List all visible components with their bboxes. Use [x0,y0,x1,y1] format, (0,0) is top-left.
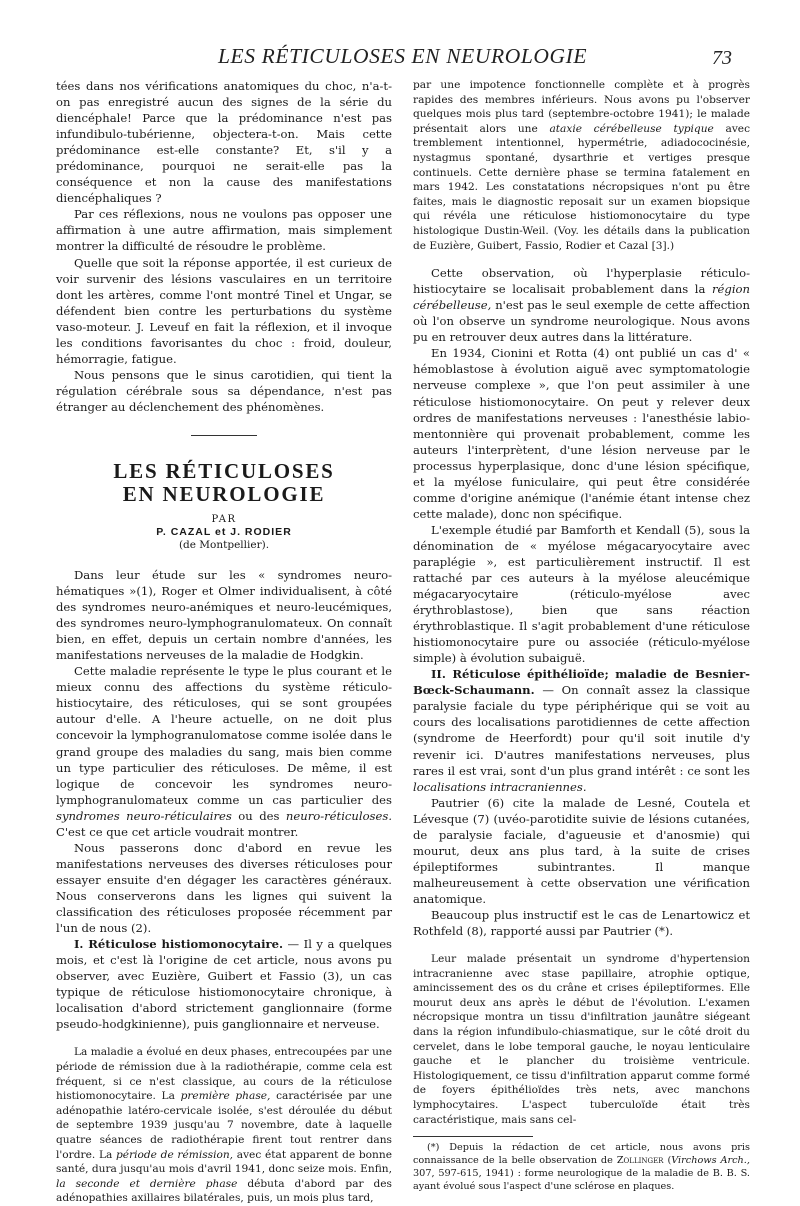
byline-par: PAR [211,513,237,525]
paragraph: Cette observation, où l'hyperplasie réticulo-histiocytaire se localisait probablement dans la région cérébelleuse, n'est pas le seul exemple de cette affection où l'on observe un syndrome neurologique. Nous avons pu en retrouver deux autres dans la littérature. [413,266,750,345]
article-title-line-2: EN NEUROLOGIE [122,481,326,506]
paragraph: Dans leur étude sur les « syndromes neuro-hématiques »(1), Roger et Olmer individualisent, à côté des syndromes neuro-anémiques et neuro-leucémiques, des syndromes neuro-lymphogranulomateux. On connaît bien, en effet, depuis un certain nombre d'années, les manifestations nerveuses de la maladie de Hodgkin. [56,567,392,663]
section-divider [191,435,257,436]
paragraph: Par ces réflexions, nous ne voulons pas opposer une affirmation à une autre affirmation, mais simplement montrer la difficulté de résoudre le problème. [56,207,392,254]
paragraph: Nous pensons que le sinus carotidien, qui tient la régulation cérébrale sous sa dépendance, n'est pas étranger au déclenchement des phénomènes. [56,367,392,414]
section-1-paragraph: I. Réticulose histiomonocytaire. — Il y a quelques mois, et c'est là l'origine de cet article, nous avons pu observer, avec Euzière, Guibert et Fassio (3), un cas typique de réticulose histiomonocytaire chronique, à localisation d'abord strictement ganglionnaire (forme pseudo-hodgkinienne), puis ganglionnaire et nerveuse. [56,937,393,1032]
section-heading: I. Réticulose histiomonocytaire. [74,937,284,952]
article-title-line-1: LES RÉTICULOSES [113,458,335,483]
paragraph: Cette maladie représente le type le plus courant et le mieux connu des affections du système réticulo-histiocytaire, des réticuloses, qui se sont groupées autour d'elle. A l'heure actuelle, on ne doit plus concevoir la lymphogranulomatose comme isolée dans le grand groupe des maladies du sang, mais bien comme un type particulier des réticuloses. De même, il est logique de concevoir les syndromes neuro-lymphogranulomateux comme un cas particulier des syndromes neuro-réticulaires ou des neuro-réticuloses. C'est ce que cet article voudrait montrer. [56,664,393,839]
paragraph: tées dans nos vérifications anatomiques du choc, n'a-t-on pas enregistré aucun des signes de la série du diencéphale! Parce que la prédominance n'est pas infundibulo-tubérienne, objectera-t-on. Mais cette prédominance est-elle constante? Et, s'il y a prédominance, pourquoi ne serait-elle pas la conséquence et non la cause des manifestations diencéphaliques ? [56,79,392,206]
affiliation: (de Montpellier). [178,538,270,551]
authors: P. CAZAL et J. RODIER [156,525,292,538]
section-2-paragraph: II. Réticulose épithélioïde; maladie de Besnier-Bœck-Schaumann. — On connaît assez la classique paralysie faciale du type périphérique qui se voit au cours des localisations parotidiennes de cette affection (syndrome de Heerfordt) pour qu'il soit inutile d'y revenir ici. D'autres manifestations nerveuses, plus rares il est vrai, sont d'un plus grand intérêt : ce sont les localisations intracraniennes. [413,667,750,794]
left-column [56,78,392,1206]
footnote-rule [413,1136,533,1137]
section-heading: II. Réticulose épithélioïde; maladie de Besnier-Bœck-Schaumann. [413,667,750,698]
right-column [413,78,750,1193]
paragraph: Pautrier (6) cite la malade de Lesné, Coutela et Lévesque (7) (uvéo-parotidite suivie de lésions cutanées, de paralysie faciale, d'agueusie et d'anosmie) qui mourut, deux ans plus tard, à la suite de crises épileptiformes subintrantes. Il manque malheureusement à cette observation une vérification anatomique. [413,795,750,906]
paragraph: Beaucoup plus instructif est le cas de Lenartowicz et Rothfeld (8), rapporté aussi par Pautrier (*). [413,908,750,939]
case-report-paragraph: Leur malade présentait un syndrome d'hypertension intracranienne avec stase papillaire, atrophie optique, amincissement des os du crâne et crises épileptiformes. Elle mourut deux ans après le début de l'évolution. L'examen nécropsique montra un tissu d'infiltration jaunâtre siégeant dans la région infundibulo-chiasmatique, sur le côté droit du cervelet, dans le lobe temporal gauche, le noyau lenticulaire gauche et le plancher du troisième ventricule. Histologiquement, ce tissu d'infiltration apparut comme formé de foyers épithélioïdes très nets, avec manchons lymphocytaires. L'aspect tuberculoïde était très caractéristique, mais sans cel- [413,953,750,1126]
case-report-paragraph: La maladie a évolué en deux phases, entrecoupées par une période de rémission due à la radiothérapie, comme cela est fréquent, si ce n'est classique, au cours de la réticulose histiomonocytaire. La première phase, caractérisée par une adénopathie latéro-cervicale isolée, s'est déroulée du début de septembre 1939 jusqu'au 7 novembre, date à laquelle quatre séances de radiothérapie firent tout rentrer dans l'ordre. La période de rémission, avec état apparent de bonne santé, dura jusqu'au mois d'avril 1941, donc seize mois. Enfin, la seconde et dernière phase débuta d'abord par des adénopathies axillaires bilatérales, puis, un mois plus tard, [56,1046,393,1205]
footnote: (*) Depuis la rédaction de cet article, nous avons pris connaissance de la belle observation de Zollinger (Virchows Arch., 307, 597-615, 1941) : forme neurologique de la maladie de B. B. S. ayant évolué sous l'aspect d'une sclérose en plaques. [413,1142,750,1193]
page-number: 73 [712,47,732,69]
case-report-continued: par une impotence fonctionnelle complète et à progrès rapides des membres inférieurs. Nous avons pu l'observer quelques mois plus tard (septembre-octobre 1941); le malade présentait alors une ataxie cérébelleuse typique avec tremblement intentionnel, hypermétrie, adiadococinésie, nystagmus spontané, dysarthrie et vertiges presque continuels. Cette dernière phase se termina fatalement en mars 1942. Les constatations nécropsiques n'ont pu être faites, mais le diagnostic reposait sur un examen biopsique qui révéla une réticulose histiomonocytaire du type histologique Dustin-Weil. (Voy. les détails dans la publication de Euzière, Guibert, Fassio, Rodier et Cazal [3].) [413,79,751,252]
paragraph: Nous passerons donc d'abord en revue les manifestations nerveuses des diverses réticuloses pour essayer ensuite d'en dégager les caractères généraux. Nous conserverons dans les lignes qui suivent la classification des réticuloses proposée récemment par l'un de nous (2). [56,840,392,936]
paragraph: Quelle que soit la réponse apportée, il est curieux de voir survenir des lésions vasculaires en un territoire dont les artères, comme l'ont montré Tinel et Ungar, se défendent bien contre les perturbations du système vaso-moteur. J. Leveuf en fait la réflexion, et il invoque les conditions favorisantes du choc : froid, douleur, hémorragie, fatigue. [56,255,392,366]
running-title: LES RÉTICULOSES EN NEUROLOGIE [218,44,588,68]
paragraph: En 1934, Cionini et Rotta (4) ont publié un cas d' « hémoblastose à évolution aiguë avec symptomatologie nerveuse complexe », que l'on peut assimiler à une réticulose histiomonocytaire. On peut y relever deux ordres de manifestations nerveuses : l'anesthésie labio-mentonnière qui provenait probablement, comme les auteurs l'interprètent, d'une lésion nerveuse par le processus hyperplasique, donc d'une lésion spécifique, et la myélose funiculaire, qui peut être considérée comme d'origine anémique (l'anémie étant intense chez cette malade), donc non spécifique. [413,346,750,521]
article-heading [56,460,392,551]
paragraph: L'exemple étudié par Bamforth et Kendall (5), sous la dénomination de « myélose mégacaryocytaire avec paraplégie », est particulièrement instructif. Il est rattaché par ces auteurs à la myélose aleucémique mégacaryocytaire (réticulo-myélose avec érythroblastose), bien que sans réaction érythroblastique. Il s'agit probablement d'une réticulose histiomonocytaire pure ou associée (réticulo-myélose simple) à évolution subaiguë. [413,522,750,666]
